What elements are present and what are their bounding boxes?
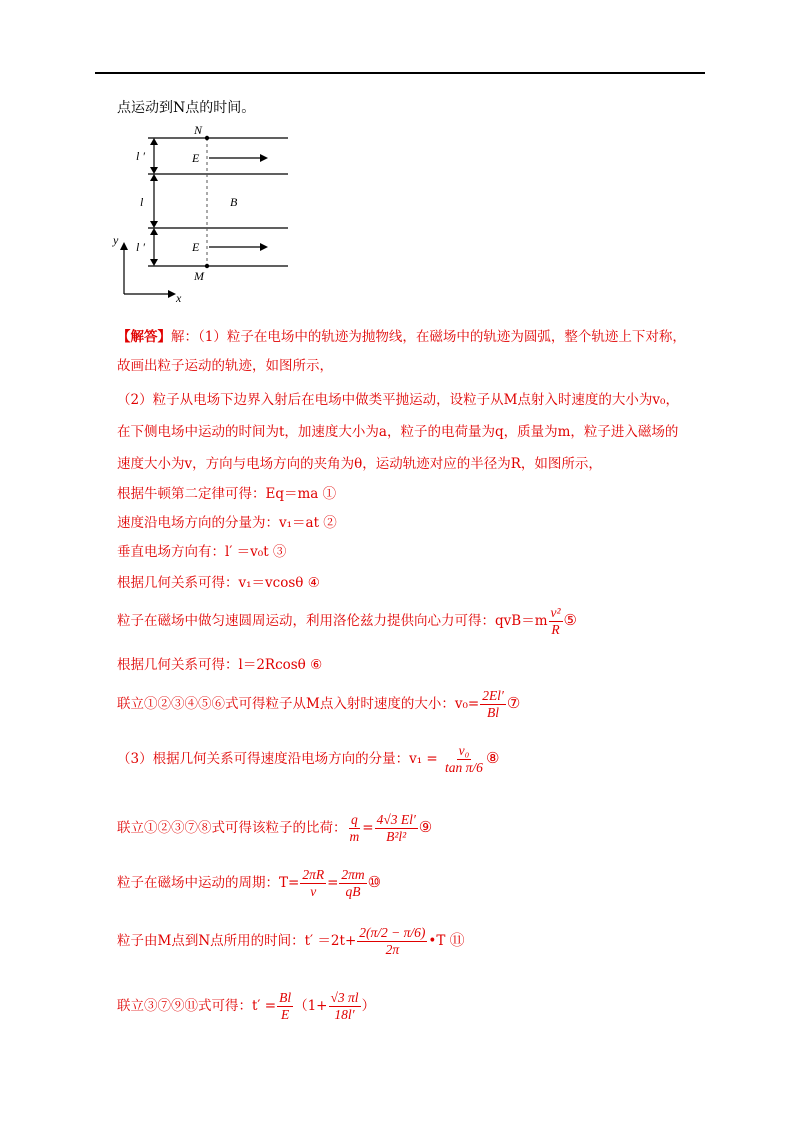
eq7-den: Bl <box>487 705 500 720</box>
eq9-lnum: q <box>351 812 358 827</box>
eq10-mark: ⑩ <box>367 873 382 891</box>
answer-line-4: 在下侧电场中运动的时间为t，加速度大小为a，粒子的电荷量为q，质量为m，粒子进入磁场的 <box>117 424 679 440</box>
equation-2: 速度沿电场方向的分量为：v₁＝at ② <box>117 515 337 531</box>
eq10-frac1 <box>300 867 326 900</box>
e-arrowhead-bottom <box>260 243 268 251</box>
eq5-text: 粒子在磁场中做匀速圆周运动，利用洛伦兹力提供向心力可得：qvB＝m <box>117 613 548 629</box>
eq11-den: 2π <box>385 942 400 957</box>
equation-3: 垂直电场方向有：l′ ＝v₀t ③ <box>117 544 287 560</box>
eq12-text: 联立③⑦⑨⑪式可得：t′ = <box>117 998 277 1014</box>
label-b: B <box>230 195 238 209</box>
eq11-mark: ⑪ <box>449 931 465 949</box>
answer-line-3: （2）粒子从电场下边界入射后在电场中做类平抛运动，设粒子从M点射入时速度的大小为v₀， <box>117 392 679 408</box>
eq7-num: 2El′ <box>482 688 504 703</box>
eq12-den: E <box>280 1007 290 1022</box>
eq12-paren-close: ） <box>361 998 376 1014</box>
eq10-den1: v <box>310 884 317 899</box>
label-e-top: E <box>192 151 200 165</box>
answer-tag: 【解答】 <box>117 329 171 345</box>
e-arrowhead-top <box>260 154 268 162</box>
eq10-num2: 2πm <box>341 867 365 882</box>
eq9-den: B²l² <box>386 829 407 844</box>
eq12-inner-num: √3 πl <box>330 990 359 1005</box>
label-m: M <box>194 269 204 283</box>
point-n <box>205 136 209 140</box>
eq8-num: v₀ <box>458 743 470 758</box>
eq12-paren-open: （1+ <box>294 998 328 1014</box>
equation-5 <box>117 605 577 638</box>
equation-11: 粒子由M点到N点所用的时间：t′ ＝2t+ $\frac{2(\pi/2 - \pi/6)}{2\pi}$ •T ⑪ <box>117 925 465 957</box>
eq7-fraction <box>480 688 506 721</box>
eq9-num: 4√3 El′ <box>376 812 416 827</box>
eq8-den: tan π/6 <box>445 760 483 775</box>
equation-1: 根据牛顿第二定律可得：Eq＝ma ① <box>117 486 337 502</box>
equation-4: 根据几何关系可得：v₁＝vcosθ ④ <box>117 575 320 591</box>
eq11-tail: •T <box>428 933 446 949</box>
eq7-text: 联立①②③④⑤⑥式可得粒子从M点入射时速度的大小：v₀= <box>117 696 480 712</box>
answer-line-1 <box>117 327 686 347</box>
eq9-text: 联立①②③⑦⑧式可得该粒子的比荷： <box>117 820 347 836</box>
equation-12 <box>117 990 375 1023</box>
equation-7 <box>117 688 520 721</box>
label-l-bottom: l ′ <box>136 240 145 254</box>
eq9-fraction <box>375 812 418 845</box>
equation-8: （3）根据几何关系可得速度沿电场方向的分量：v₁ = $\frac{\text{v₀}}{\text{tan π/6}}$ ⑧ <box>117 743 500 775</box>
eq10-den2: qB <box>345 884 361 899</box>
eq8-fraction <box>443 743 485 776</box>
label-l-mid: l <box>140 195 144 209</box>
eq5-fraction <box>549 605 563 638</box>
eq5-den: R <box>551 622 560 637</box>
eq12-inner-fraction <box>329 990 361 1023</box>
eq9-lhs <box>348 812 362 845</box>
label-n: N <box>194 123 203 137</box>
eq11-text: 粒子由M点到N点所用的时间：t′ ＝2t <box>117 933 345 949</box>
intro-text: 点运动到N点的时间。 <box>117 100 256 116</box>
eq8-mark: ⑧ <box>485 749 500 767</box>
label-x: x <box>176 291 182 305</box>
eq8-text: （3）根据几何关系可得速度沿电场方向的分量：v₁ <box>117 751 423 767</box>
equation-9: 联立①②③⑦⑧式可得该粒子的比荷： $\frac{q}{m}$ = $\frac{4√3 El'}{\text{B²l²}}$ ⑨ <box>117 812 433 844</box>
answer-line-2: 故画出粒子运动的轨迹，如图所示， <box>117 358 333 374</box>
eq5-num: v² <box>550 605 561 620</box>
equation-6: 根据几何关系可得：l＝2Rcosθ ⑥ <box>117 657 323 673</box>
eq10-frac2 <box>339 867 366 900</box>
eq5-mark: ⑤ <box>563 611 577 629</box>
eq9-lden: m <box>349 829 360 844</box>
eq7-mark: ⑦ <box>506 694 521 712</box>
label-l-top: l ′ <box>136 149 145 163</box>
point-m <box>205 264 209 268</box>
eq10-text: 粒子在磁场中运动的周期：T= <box>117 875 300 891</box>
eq11-num: 2(π/2 − π/6) <box>359 925 426 940</box>
label-y: y <box>113 233 119 247</box>
answer-lead: 解：（1）粒子在电场中的轨迹为抛物线，在磁场中的轨迹为圆弧，整个轨迹上下对称， <box>171 329 686 345</box>
answer-line-5: 速度大小为v，方向与电场方向的夹角为θ，运动轨迹对应的半径为R，如图所示， <box>117 456 602 472</box>
label-e-bottom: E <box>192 240 200 254</box>
eq9-mark: ⑨ <box>418 818 433 836</box>
header-rule <box>95 72 705 74</box>
equation-10: 粒子在磁场中运动的周期：T= $\frac{2\pi R}{v}$ = $\frac{2\pi m}{qB}$ ⑩ <box>117 867 382 899</box>
eq12-inner-den: 18l′ <box>334 1007 355 1022</box>
eq12-fraction <box>277 990 293 1023</box>
eq10-num1: 2πR <box>302 867 325 882</box>
field-diagram <box>110 118 310 308</box>
eq12-num: Bl <box>279 990 292 1005</box>
eq11-fraction <box>357 925 427 958</box>
